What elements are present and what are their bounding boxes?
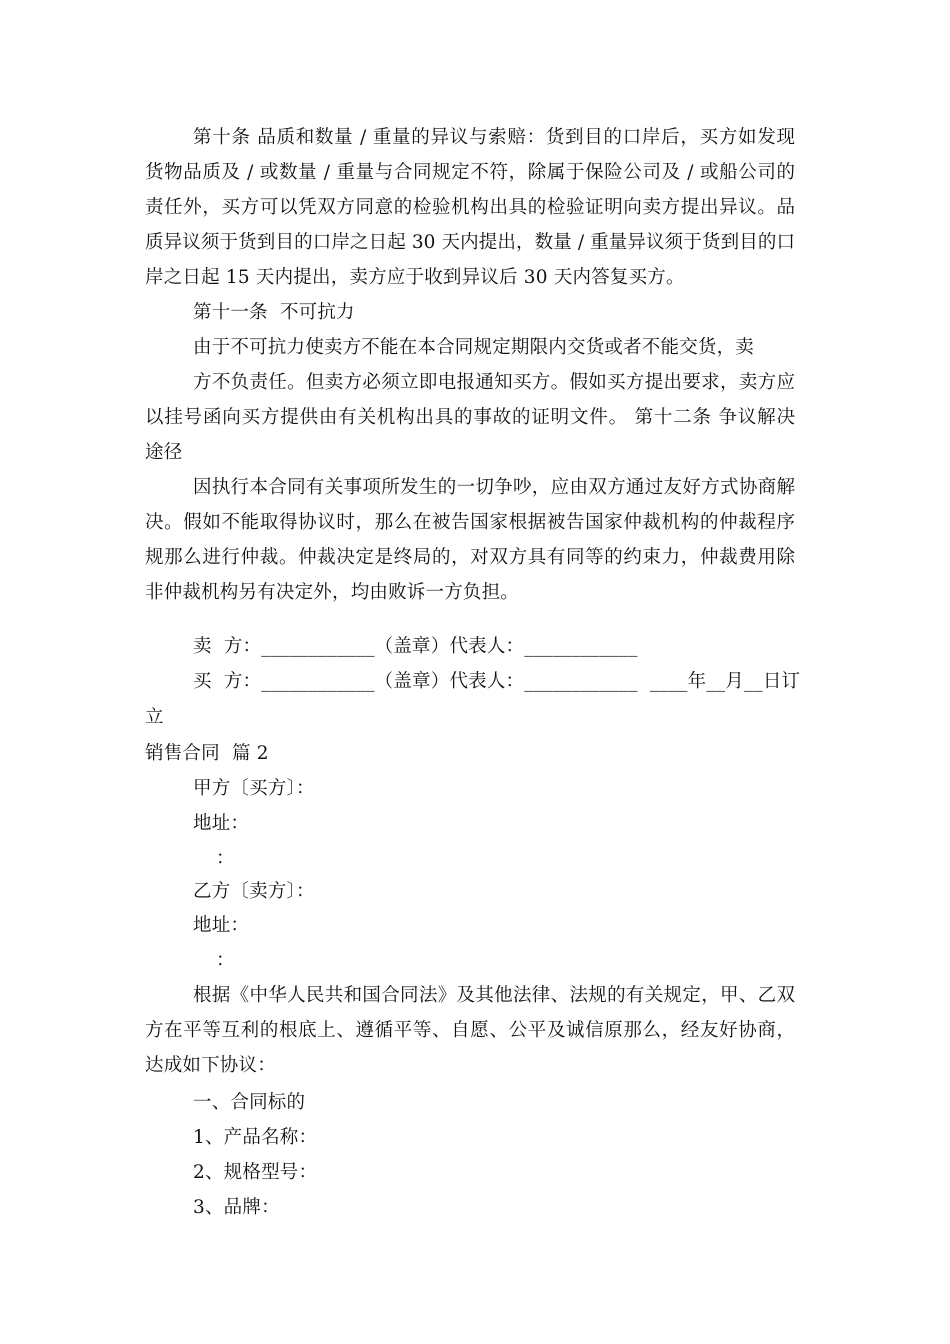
item-product-name: 1、产品名称： (193, 1127, 318, 1148)
article-10-line-2: 货物品质及 / 或数量 / 重量与合同规定不符，除属于保险公司及 / 或船公司的 (145, 162, 795, 183)
item-spec-model: 2、规格型号： (193, 1162, 318, 1183)
item-brand: 3、品牌： (193, 1197, 280, 1218)
party-b-colon: ： (216, 950, 235, 971)
contract-2-heading: 销售合同 篇 2 (145, 743, 269, 764)
party-a-label: 甲方〔买方〕： (193, 778, 315, 799)
buyer-signature-continuation: 立 (145, 707, 164, 728)
party-b-address-label: 地址： (193, 915, 250, 936)
article-11-line-2: 方不负责任。但卖方必须立即电报通知买方。假如买方提出要求，卖方应 (193, 372, 795, 393)
party-a-colon: ： (216, 848, 235, 869)
article-11-line-4: 途径 (145, 442, 183, 463)
article-12-line-4: 非仲裁机构另有决定外，均由败诉一方负担。 (145, 582, 520, 603)
article-12-line-3: 规那么进行仲裁。仲裁决定是终局的，对双方具有同等的约束力，仲裁费用除 (145, 547, 795, 568)
contract-2-intro-line-1: 根据《中华人民共和国合同法》及其他法律、法规的有关规定，甲、乙双 (193, 985, 795, 1006)
contract-2-intro-line-2: 方在平等互利的根底上、遵循平等、自愿、公平及诚信原那么，经友好协商， (145, 1020, 795, 1041)
party-a-address-label: 地址： (193, 813, 250, 834)
article-10-line-1: 第十条 品质和数量 / 重量的异议与索赔：货到目的口岸后，买方如发现 (193, 127, 795, 148)
article-10-line-3: 责任外，买方可以凭双方同意的检验机构出具的检验证明向卖方提出异议。品 (145, 197, 795, 218)
article-11-title: 第十一条 不可抗力 (193, 302, 355, 323)
section-1-heading: 一、合同标的 (193, 1092, 306, 1113)
contract-2-intro-line-3: 达成如下协议： (145, 1055, 276, 1076)
article-11-line-1: 由于不可抗力使卖方不能在本合同规定期限内交货或者不能交货，卖 (193, 337, 755, 358)
seller-signature-line: 卖 方：____________（盖章）代表人：____________ (193, 636, 638, 657)
party-b-label: 乙方〔卖方〕： (193, 881, 315, 902)
article-11-line-3: 以挂号函向买方提供由有关机构出具的事故的证明文件。 第十二条 争议解决 (145, 407, 795, 428)
article-10-line-5: 岸之日起 15 天内提出，卖方应于收到异议后 30 天内答复买方。 (145, 267, 685, 288)
article-10-line-4: 质异议须于货到目的口岸之日起 30 天内提出，数量 / 重量异议须于货到目的口 (145, 232, 795, 253)
article-12-line-1: 因执行本合同有关事项所发生的一切争吵，应由双方通过友好方式协商解 (193, 477, 795, 498)
article-12-line-2: 决。假如不能取得协议时，那么在被告国家根据被告国家仲裁机构的仲裁程序 (145, 512, 795, 533)
buyer-signature-line: 买 方：____________（盖章）代表人：____________ ____年__月__日订 (193, 671, 801, 692)
